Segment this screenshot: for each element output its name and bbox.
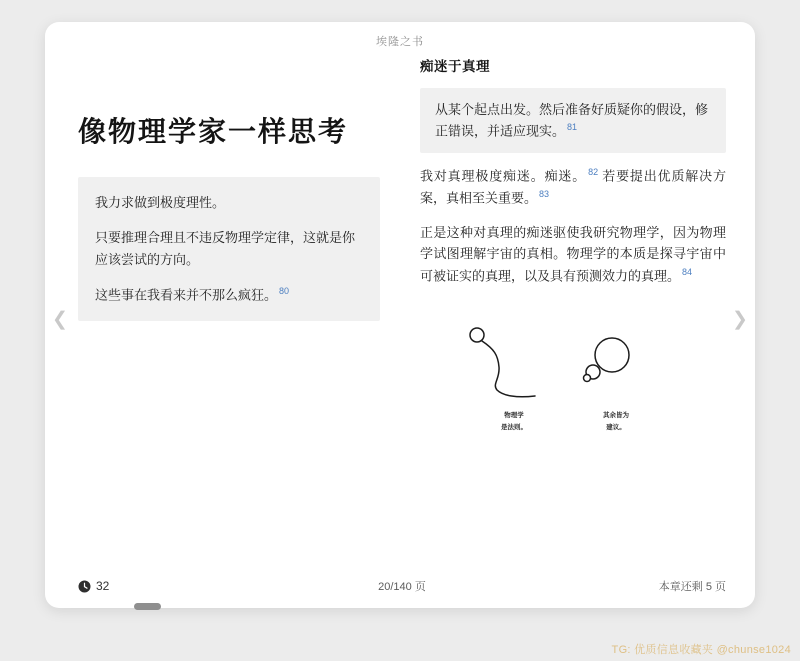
reader-card — [45, 22, 755, 608]
quote-paragraph: 我力求做到极度理性。 — [95, 195, 226, 210]
physics-sketch-illustration — [437, 317, 709, 445]
quote-paragraph — [435, 99, 711, 142]
quote-text: 这些事在我看来并不那么疯狂。 — [95, 287, 278, 303]
thought-bubble-large — [595, 338, 629, 372]
slope-curve — [482, 341, 535, 397]
reading-time-button[interactable] — [78, 579, 109, 593]
body-text: 正是这种对真理的痴迷驱使我研究物理学，因为物理学试图理解宇宙的真相。物理学的本质是探寻宇宙中可被证实的真理，以及具有预测效力的真理。 — [420, 224, 726, 284]
body-text: 我对真理极度痴迷。痴迷。 — [420, 168, 587, 184]
page-indicator: 20/140 页 — [378, 581, 426, 593]
right-sketch-caption-line1: 其余皆为 — [603, 412, 629, 420]
ball-icon — [470, 328, 484, 342]
watermark-text: TG: 优质信息收藏夹 @chunse1024 — [611, 644, 791, 656]
reading-time-value: 32 — [96, 579, 110, 593]
prev-page-arrow[interactable]: ❮ — [52, 309, 68, 330]
footer-bar — [78, 578, 726, 594]
footnote-ref-80[interactable]: 80 — [279, 286, 290, 297]
left-sketch-caption-line2: 是法则。 — [501, 424, 527, 432]
section-heading: 痴迷于真理 — [420, 59, 490, 74]
book-title: 埃隆之书 — [376, 36, 424, 48]
thought-bubble-small — [584, 375, 591, 382]
next-page-arrow[interactable]: ❯ — [732, 309, 748, 330]
progress-handle[interactable] — [134, 603, 161, 610]
quote-text: 从某个起点出发。然后准备好质疑你的假设，修正错误，并适应现实。 — [435, 102, 709, 139]
right-quote-box — [420, 88, 726, 153]
quote-paragraph — [95, 284, 363, 306]
page-right — [420, 55, 726, 445]
left-quote-box — [78, 177, 380, 321]
right-sketch-caption-line2: 建议。 — [606, 424, 626, 432]
quote-paragraph: 只要推理合理且不违反物理学定律，这就是你应该尝试的方向。 — [95, 230, 356, 267]
footnote-ref-81[interactable]: 81 — [567, 122, 578, 133]
clock-icon — [78, 580, 91, 593]
footnote-ref-82[interactable]: 82 — [588, 167, 599, 178]
chapter-title: 像物理学家一样思考 — [78, 116, 349, 147]
page-left — [78, 114, 380, 321]
footnote-ref-83[interactable]: 83 — [539, 189, 550, 200]
body-text: 若要提出优质解决方案，真相至关重要。 — [420, 168, 726, 206]
body-paragraph — [420, 165, 726, 209]
footnote-ref-84[interactable]: 84 — [682, 267, 693, 278]
left-sketch-caption-line1: 物理学 — [504, 412, 524, 420]
body-paragraph — [420, 222, 726, 288]
chapter-remaining: 本章还剩 5 页 — [658, 581, 726, 593]
